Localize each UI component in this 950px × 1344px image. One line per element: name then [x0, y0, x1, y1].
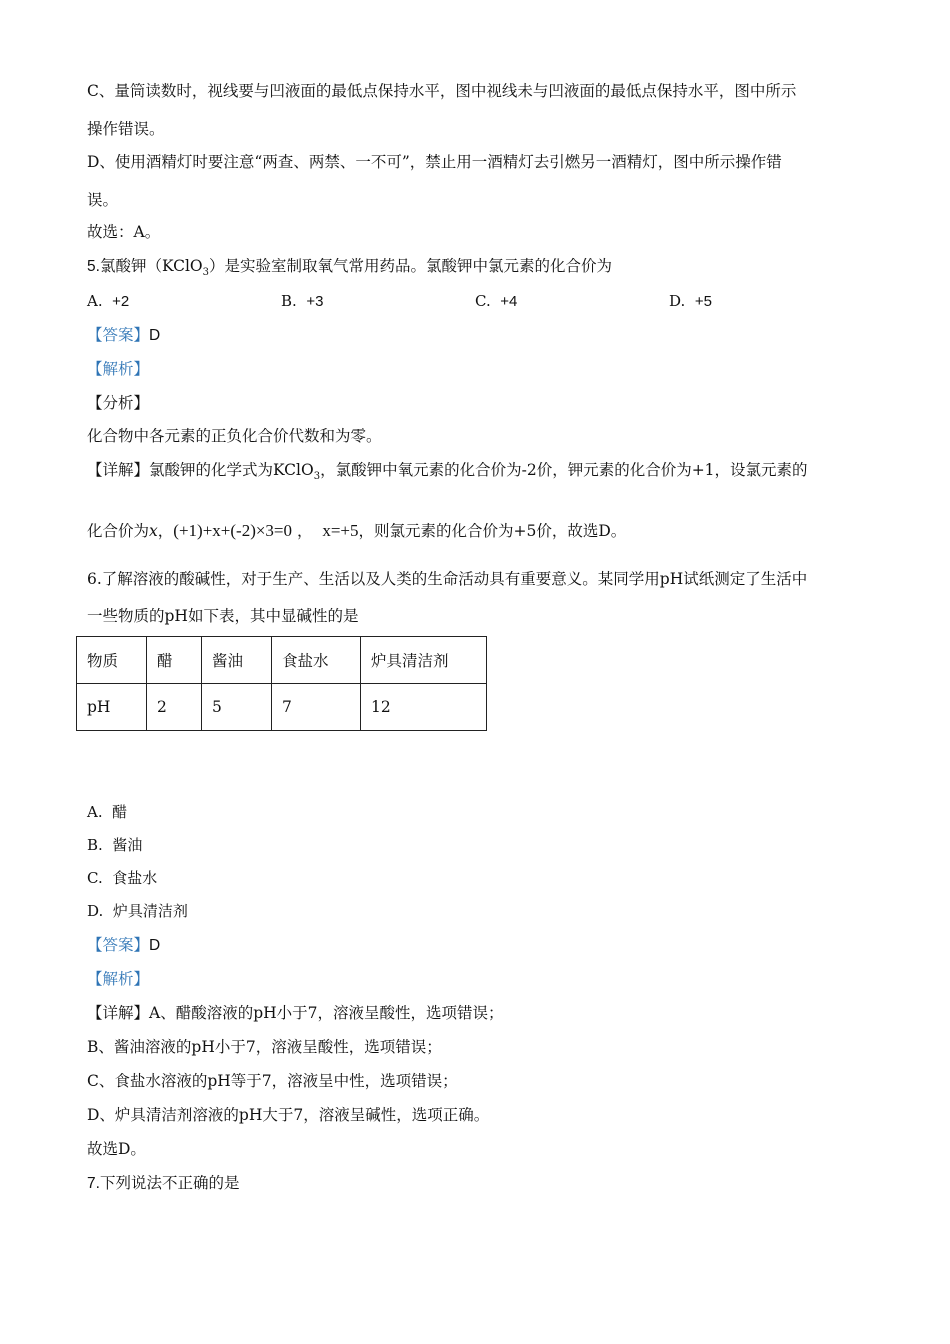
ph-table [76, 636, 487, 731]
q5-stem-post: ）是实验室制取氧气常用药品。氯酸钾中氯元素的化合价为 [209, 257, 613, 275]
q4-choice: 故选：A。 [87, 223, 161, 241]
q5-answer [87, 325, 160, 346]
table-cell: 7 [272, 684, 361, 731]
q5-equation: (+1)+x+(-2)×3=0 [173, 521, 293, 540]
q4-option-d-line1: D、使用酒精灯时要注意“两查、两禁、一不可”，禁止用一酒精灯去引燃另一酒精灯，图中所示操作错 [87, 153, 782, 171]
q5-option-b: B. +3 [281, 292, 324, 310]
table-cell: 5 [202, 684, 272, 731]
table-cell: 炉具清洁剂 [361, 637, 487, 684]
q5-answer-tag: 【答案】 [87, 326, 150, 344]
q5-analysis-tag: 【解析】 [87, 360, 150, 378]
table-cell: 12 [361, 684, 487, 731]
q6-option-c: C. 食盐水 [87, 869, 158, 887]
q5-variable-x: x [149, 522, 158, 540]
q5-stem-sub: 3 [202, 267, 210, 279]
q6-option-d: D. 炉具清洁剂 [87, 902, 188, 920]
table-cell: 物质 [77, 637, 147, 684]
table-cell: 食盐水 [272, 637, 361, 684]
q5-answer-value: D [149, 327, 161, 344]
q5-detail-tag: 【详解】 [87, 461, 150, 479]
q5-stem [87, 256, 612, 277]
q6-detail-d: D、炉具清洁剂溶液的pH大于7，溶液呈碱性，选项正确。 [87, 1106, 490, 1124]
q5-detail-line1: 【详解】氯酸钾的化学式为KClO$_3$，氯酸钾中氧元素的化合价为-2价，钾元素的化合价为+1，设氯元素的 [87, 461, 808, 483]
table-cell: 2 [147, 684, 202, 731]
q5-fenxi-tag: 【分析】 [87, 394, 150, 412]
table-header-row [77, 637, 487, 684]
q5-result: x=+5 [322, 521, 359, 540]
q6-detail-b: B、酱油溶液的pH小于7，溶液呈酸性，选项错误； [87, 1038, 442, 1056]
q6-option-a: A. 醋 [87, 803, 128, 821]
q5-stem-pre: 氯酸钾（KClO [99, 257, 203, 275]
q7-number: 7. [87, 1175, 100, 1192]
q4-option-c-line2: 操作错误。 [87, 120, 165, 138]
q6-detail-a: 【详解】A、醋酸溶液的pH小于7，溶液呈酸性，选项错误； [87, 1004, 504, 1022]
q4-option-c-line1: C、量筒读数时，视线要与凹液面的最低点保持水平，图中视线未与凹液面的最低点保持水平，图中所示 [87, 82, 797, 100]
q6-choice: 故选D。 [87, 1140, 146, 1158]
table-cell: 酱油 [202, 637, 272, 684]
q6-detail-c: C、食盐水溶液的pH等于7，溶液呈中性，选项错误； [87, 1072, 458, 1090]
q5-number: 5. [87, 258, 100, 275]
q6-answer-value: D [149, 937, 161, 954]
q6-stem-line1: 6.了解溶液的酸碱性，对于生产、生活以及人类的生命活动具有重要意义。某同学用pH试纸测定了生活中 [87, 570, 808, 588]
table-row [77, 684, 487, 731]
q5-option-d: D. +5 [669, 292, 712, 310]
table-cell: pH [77, 684, 147, 731]
q4-option-d-line2: 误。 [87, 191, 119, 209]
q5-option-a: A. +2 [87, 292, 130, 310]
q7-stem: 7.下列说法不正确的是 [87, 1174, 240, 1192]
q5-option-c: C. +4 [475, 292, 518, 310]
q6-stem-line2: 一些物质的pH如下表，其中显碱性的是 [87, 607, 359, 625]
q5-fenxi-text: 化合物中各元素的正负化合价代数和为零。 [87, 427, 382, 445]
q6-analysis-tag: 【解析】 [87, 970, 150, 988]
q6-option-b: B. 酱油 [87, 836, 143, 854]
q6-answer-tag: 【答案】 [87, 936, 150, 954]
q6-answer [87, 935, 160, 956]
table-cell: 醋 [147, 637, 202, 684]
q6-detail-tag: 【详解】 [87, 1004, 150, 1022]
q5-detail-line2: 化合价为x，(+1)+x+(-2)×3=0 ， x=+5，则氯元素的化合价为+5价，故选D。 [87, 521, 627, 540]
